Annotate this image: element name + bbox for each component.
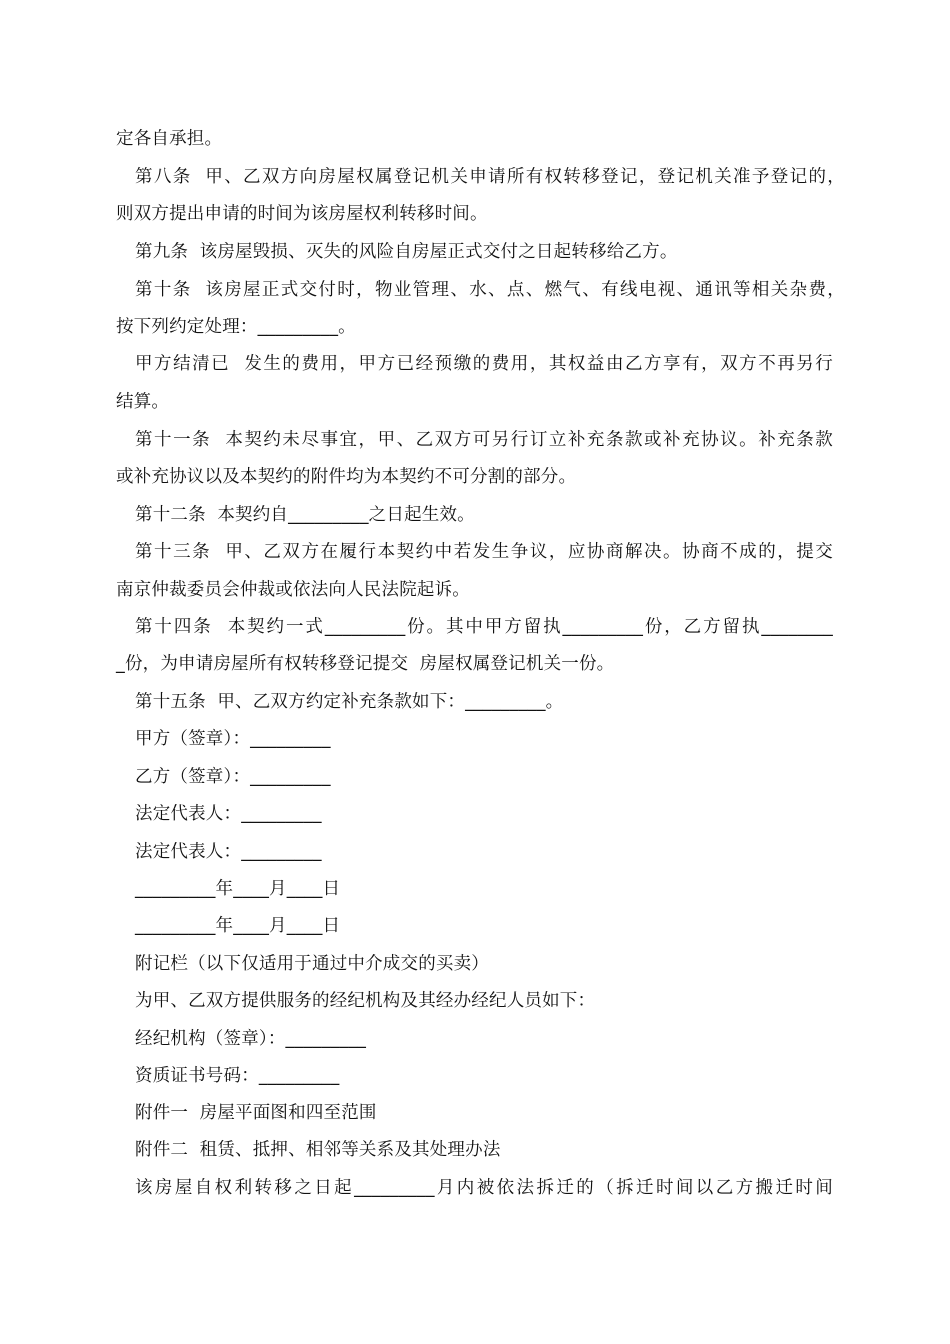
party-b-signature: 乙方（签章）：_________: [135, 767, 331, 787]
date-line-a: _________年____月____日: [135, 879, 341, 899]
party-a-signature: 甲方（签章）：_________: [135, 729, 331, 749]
article-13-line-2: 南京仲裁委员会仲裁或依法向人民法院起诉。: [116, 580, 470, 600]
article-9: 第九条 该房屋毁损、灭失的风险自房屋正式交付之日起转移给乙方。: [135, 242, 678, 262]
article-11-line-2: 或补充协议以及本契约的附件均为本契约不可分割的部分。: [116, 467, 577, 487]
agency-signature: 经纪机构（签章）：_________: [135, 1029, 367, 1049]
agency-intro: 为甲、乙双方提供服务的经纪机构及其经办经纪人员如下：: [135, 991, 596, 1011]
demolition-clause-line-1: 该房屋自权利转移之日起_________月内被依法拆迁的（拆迁时间以乙方搬迁时间: [135, 1178, 833, 1198]
article-8-line-1: 第八条 甲、乙双方向房屋权属登记机关申请所有权转移登记，登记机关准予登记的，: [135, 167, 845, 187]
article-15: 第十五条 甲、乙双方约定补充条款如下：_________。: [135, 692, 564, 712]
attachment-2: 附件二 租赁、抵押、相邻等关系及其处理办法: [135, 1140, 501, 1160]
qualification-number: 资质证书号码：_________: [135, 1066, 340, 1086]
article-13-line-1: 第十三条 甲、乙双方在履行本契约中若发生争议，应协商解决。协商不成的，提交: [135, 542, 833, 562]
article-14-line-1: 第十四条 本契约一式_________份。其中甲方留执_________份，乙方留执________: [135, 617, 833, 637]
article-10-line-2: 按下列约定处理：_________。: [116, 317, 356, 337]
article-12: 第十二条 本契约自_________之日起生效。: [135, 505, 475, 525]
legal-representative-b: 法定代表人：_________: [135, 842, 322, 862]
text-line: 定各自承担。: [116, 129, 223, 149]
article-10-line-1: 第十条 该房屋正式交付时，物业管理、水、点、燃气、有线电视、通讯等相关杂费，: [135, 280, 845, 300]
article-11-line-1: 第十一条 本契约未尽事宜，甲、乙双方可另行订立补充条款或补充协议。补充条款: [135, 430, 833, 450]
fee-settlement-line-2: 结算。: [116, 392, 170, 412]
article-14-line-2: _份，为申请房屋所有权转移登记提交 房屋权属登记机关一份。: [116, 654, 615, 674]
fee-settlement-line-1: 甲方结清已 发生的费用，甲方已经预缴的费用，其权益由乙方享有，双方不再另行: [135, 354, 833, 374]
date-line-b: _________年____月____日: [135, 916, 341, 936]
attachment-1: 附件一 房屋平面图和四至范围: [135, 1103, 377, 1123]
appendix-note-heading: 附记栏（以下仅适用于通过中介成交的买卖）: [135, 954, 489, 974]
legal-representative-a: 法定代表人：_________: [135, 804, 322, 824]
article-8-line-2: 则双方提出申请的时间为该房屋权利转移时间。: [116, 204, 488, 224]
